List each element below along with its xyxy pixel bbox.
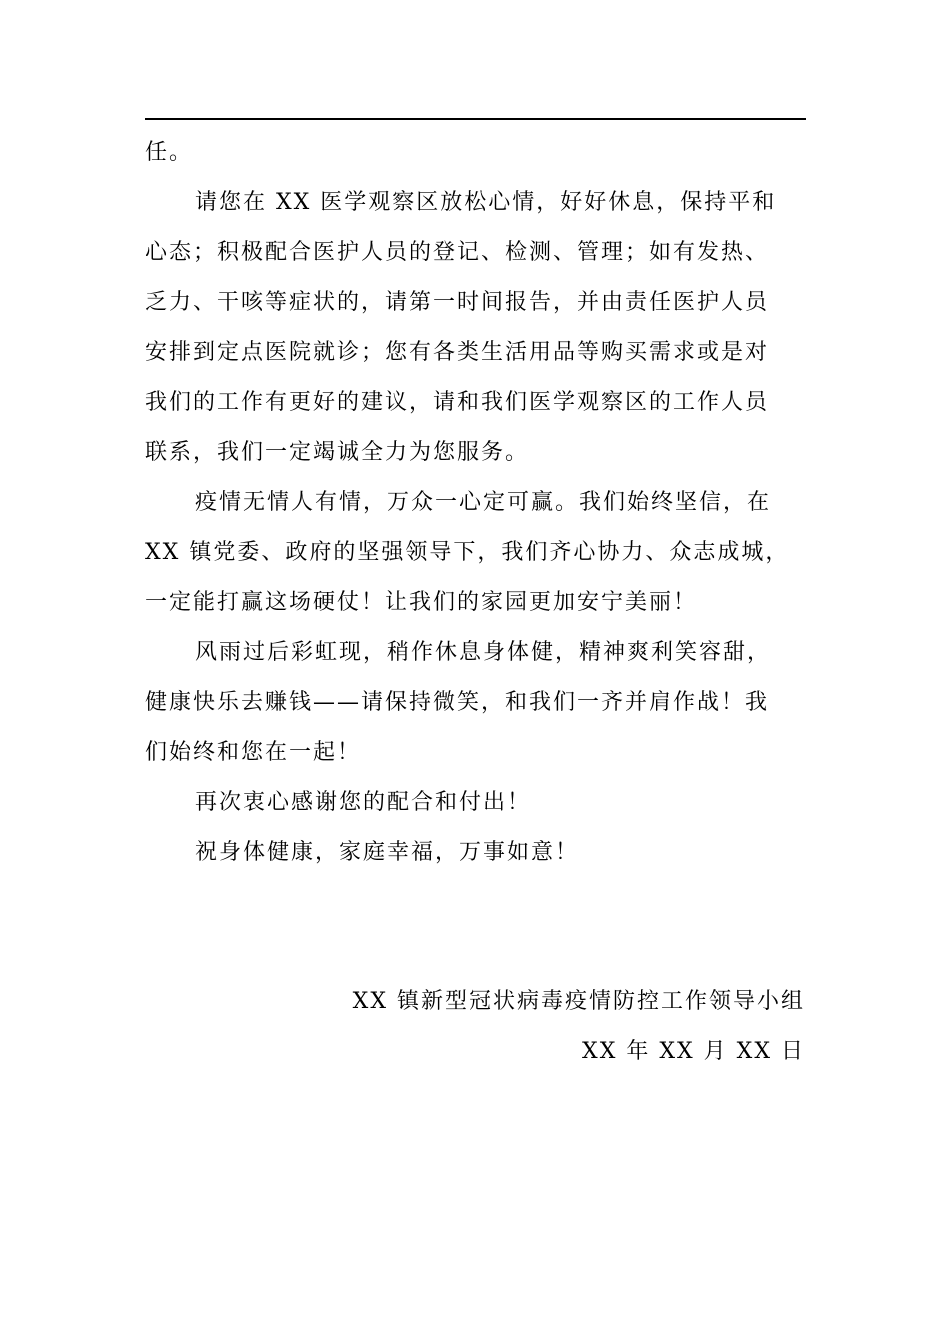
paragraph-line: 一定能打赢这场硬仗！让我们的家园更加安宁美丽！ (145, 590, 698, 615)
paragraph-line: 安排到定点医院就诊；您有各类生活用品等购买需求或是对 (145, 340, 770, 365)
paragraph-line: 疫情无情人有情，万众一心定可赢。我们始终坚信，在 (195, 490, 772, 515)
paragraph-line: 乏力、干咳等症状的，请第一时间报告，并由责任医护人员 (145, 290, 770, 315)
paragraph-line: 请您在 XX 医学观察区放松心情，好好休息，保持平和 (195, 190, 777, 215)
paragraph-line: 们始终和您在一起！ (145, 740, 362, 765)
header-rule (145, 118, 806, 120)
signature-date: XX 年 XX 月 XX 日 (582, 1039, 805, 1064)
paragraph-line: 再次衷心感谢您的配合和付出！ (195, 790, 532, 815)
signature-organization: XX 镇新型冠状病毒疫情防控工作领导小组 (352, 989, 805, 1014)
paragraph-line: 心态；积极配合医护人员的登记、检测、管理；如有发热、 (145, 240, 770, 265)
paragraph-line: 风雨过后彩虹现，稍作休息身体健，精神爽利笑容甜， (195, 640, 772, 665)
paragraph-line: 健康快乐去赚钱——请保持微笑，和我们一齐并肩作战！我 (145, 690, 770, 715)
paragraph-line: 联系，我们一定竭诚全力为您服务。 (145, 440, 530, 465)
paragraph-line: 祝身体健康，家庭幸福，万事如意！ (195, 840, 580, 865)
paragraph-line: 任。 (145, 140, 194, 165)
paragraph-line: XX 镇党委、政府的坚强领导下，我们齐心协力、众志成城， (145, 540, 790, 565)
paragraph-line: 我们的工作有更好的建议，请和我们医学观察区的工作人员 (145, 390, 770, 415)
